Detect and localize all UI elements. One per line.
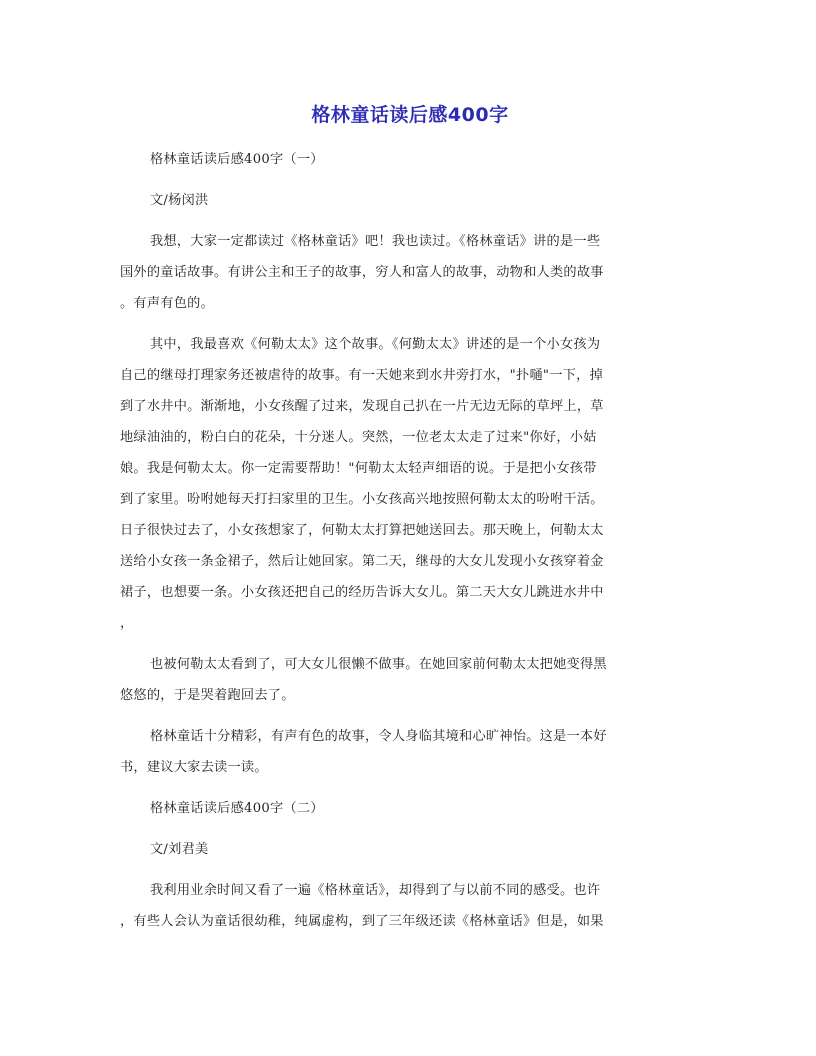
text-line: 也被何勒太太看到了，可大女儿很懒不做事。在她回家前何勒太太把她变得黑 — [150, 657, 607, 672]
text-line: 。有声有色的。 — [120, 296, 215, 311]
text-line: 我利用业余时间又看了一遍《格林童话》，却得到了与以前不同的感受。也许 — [150, 883, 601, 898]
text-line: 格林童话十分精彩，有声有色的故事，令人身临其境和心旷神怡。这是一本好 — [150, 729, 607, 744]
text-line: 到了家里。吩咐她每天打扫家里的卫生。小女孩高兴地按照何勒太太的吩咐干活。 — [120, 492, 604, 507]
text-line: 文/杨闵洪 — [150, 193, 209, 208]
text-line: 格林童话读后感400字（一） — [150, 152, 324, 167]
text-line: 送给小女孩一条金裙子，然后让她回家。第二天，继母的大女儿发现小女孩穿着金 — [120, 554, 604, 569]
text-line: 娘。我是何勒太太。你一定需要帮助！"何勒太太轻声细语的说。于是把小女孩带 — [120, 461, 597, 476]
text-line: 裙子，也想要一条。小女孩还把自己的经历告诉大女儿。第二天大女儿跳进水井中 — [120, 585, 604, 600]
document-text — [120, 144, 700, 937]
text-line: ，有些人会认为童话很幼稚，纯属虚构，到了三年级还读《格林童话》但是，如果 — [120, 914, 604, 929]
text-line: 地绿油油的，粉白白的花朵，十分迷人。突然，一位老太太走了过来"你好，小姑 — [120, 430, 597, 445]
text-line: 国外的童话故事。有讲公主和王子的故事，穷人和富人的故事，动物和人类的故事 — [120, 265, 604, 280]
text-line: 我想，大家一定都读过《格林童话》吧！我也读过。《格林童话》讲的是一些 — [150, 234, 601, 249]
text-line: 日子很快过去了，小女孩想家了，何勒太太打算把她送回去。那天晚上，何勒太太 — [120, 523, 604, 538]
text-line: 其中，我最喜欢《何勒太太》这个故事。《何勤太太》讲述的是一个小女孩为 — [150, 337, 601, 352]
text-line: 悠悠的，于是哭着跑回去了。 — [120, 688, 295, 703]
text-line: ， — [120, 616, 134, 631]
text-line: 文/刘君美 — [150, 842, 209, 857]
text-line: 书，建议大家去读一读。 — [120, 760, 268, 775]
document-body — [120, 98, 700, 937]
text-line: 自己的继母打理家务还被虐待的故事。有一天她来到水井旁打水，"扑嗵"一下，掉 — [120, 368, 603, 383]
text-line: 到了水井中。渐渐地，小女孩醒了过来，发现自己扒在一片无边无际的草坪上，草 — [120, 399, 604, 414]
document-title: 格林童话读后感400字 — [311, 104, 509, 126]
text-line: 格林童话读后感400字（二） — [150, 801, 324, 816]
